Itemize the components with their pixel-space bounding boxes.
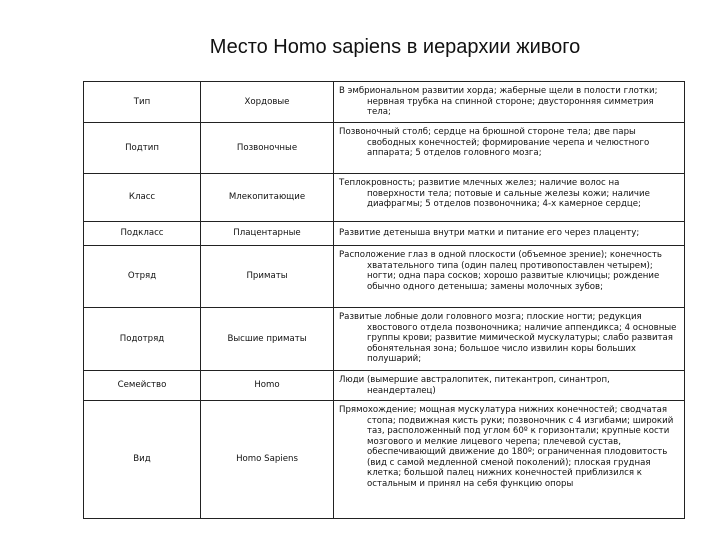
- taxon-cell-text: Млекопитающие: [228, 192, 306, 203]
- taxon-cell: [201, 401, 334, 519]
- rank-cell: [84, 246, 201, 308]
- page-title: Место Homo sapiens в иерархии живого: [209, 36, 581, 58]
- taxon-cell-text: Хордовые: [244, 96, 290, 107]
- features-cell: [334, 401, 685, 519]
- rank-cell: [84, 308, 201, 371]
- taxon-cell-text: Позвоночные: [236, 142, 298, 153]
- features-cell-text: Прямохождение; мощная мускулатура нижних конечностей; сводчатая стопа; подвижная кисть руки; позвоночник с 4 изгибами; широкий таз, расположенный под углом 60º к горизонтали; крупные кости мозгового и мелкие лицевого черепа; плечевой сустав, обеспечивающий движение до 180º; ограниченная плодовитость (вид с самой медленной сменой поколений); плоская грудная клетка; большой палец нижних конечностей приблизился к остальным и принял на себя функцию опоры: [339, 405, 674, 489]
- features-cell-text: В эмбриональном развитии хорда; жаберные щели в полости глотки; нервная трубка на спинной стороне; двусторонняя симметрия тела;: [339, 86, 658, 117]
- table-row: [84, 123, 685, 174]
- table-row: [84, 371, 685, 401]
- features-cell: [334, 123, 685, 174]
- features-cell: [334, 82, 685, 123]
- table-row: [84, 308, 685, 371]
- rank-cell: [84, 82, 201, 123]
- features-cell: [334, 308, 685, 371]
- taxon-cell: [201, 174, 334, 222]
- features-cell-text: Теплокровность; развитие млечных желез; наличие волос на поверхности тела; потовые и сальные железы кожи; наличие диафрагмы; 5 отделов позвоночника; 4-х камерное сердце;: [339, 178, 650, 209]
- rank-cell-text: Вид: [133, 454, 151, 465]
- taxon-cell: [201, 222, 334, 246]
- rank-cell-text: Тип: [133, 96, 151, 107]
- features-cell-text: Развитые лобные доли головного мозга; плоские ногти; редукция хвостового отдела позвоночника; наличие аппендикса; 4 основные группы крови; развитие мимической мускулатуры; слабо развитая обонятельная зона; большое число извилин коры больших полушарий;: [339, 312, 677, 364]
- taxon-cell: [201, 123, 334, 174]
- features-cell: [334, 371, 685, 401]
- table-row: [84, 222, 685, 246]
- taxonomy-table: [83, 81, 685, 519]
- taxon-cell-text: Homo Sapiens: [236, 454, 298, 465]
- rank-cell-text: Подтип: [125, 142, 159, 153]
- features-cell-text: Позвоночный столб; сердце на брюшной стороне тела; две пары свободных конечностей; формирование черепа и челюстного аппарата; 5 отделов головного мозга;: [339, 127, 650, 158]
- features-cell: [334, 222, 685, 246]
- taxon-cell-text: Homo: [254, 380, 280, 391]
- taxon-cell-text: Плацентарные: [233, 228, 301, 239]
- rank-cell-text: Подкласс: [120, 228, 164, 239]
- taxon-cell: [201, 308, 334, 371]
- rank-cell: [84, 123, 201, 174]
- features-cell-text: Расположение глаз в одной плоскости (объемное зрение); конечность хватательного типа (один палец противопоставлен четырем); ногти; одна пара сосков; хорошо развитые ключицы; рождение обычно одного детеныша; замены молочных зубов;: [339, 250, 662, 292]
- rank-cell-text: Отряд: [127, 271, 157, 282]
- features-cell: [334, 174, 685, 222]
- table-row: [84, 401, 685, 519]
- taxon-cell-text: Приматы: [246, 271, 288, 282]
- taxon-cell: [201, 246, 334, 308]
- rank-cell: [84, 174, 201, 222]
- table-row: [84, 174, 685, 222]
- taxon-cell-text: Высшие приматы: [227, 333, 307, 344]
- rank-cell: [84, 401, 201, 519]
- taxon-cell: [201, 82, 334, 123]
- rank-cell-text: Семейство: [117, 380, 167, 391]
- rank-cell-text: Подотряд: [119, 333, 165, 344]
- table-row: [84, 82, 685, 123]
- taxon-cell: [201, 371, 334, 401]
- features-cell-text: Развитие детеныша внутри матки и питание его через плаценту;: [339, 228, 640, 239]
- features-cell-text: Люди (вымершие австралопитек, питекантроп, синантроп, неандерталец): [339, 375, 610, 396]
- rank-cell: [84, 222, 201, 246]
- features-cell: [334, 246, 685, 308]
- rank-cell-text: Класс: [128, 192, 156, 203]
- table-row: [84, 246, 685, 308]
- rank-cell: [84, 371, 201, 401]
